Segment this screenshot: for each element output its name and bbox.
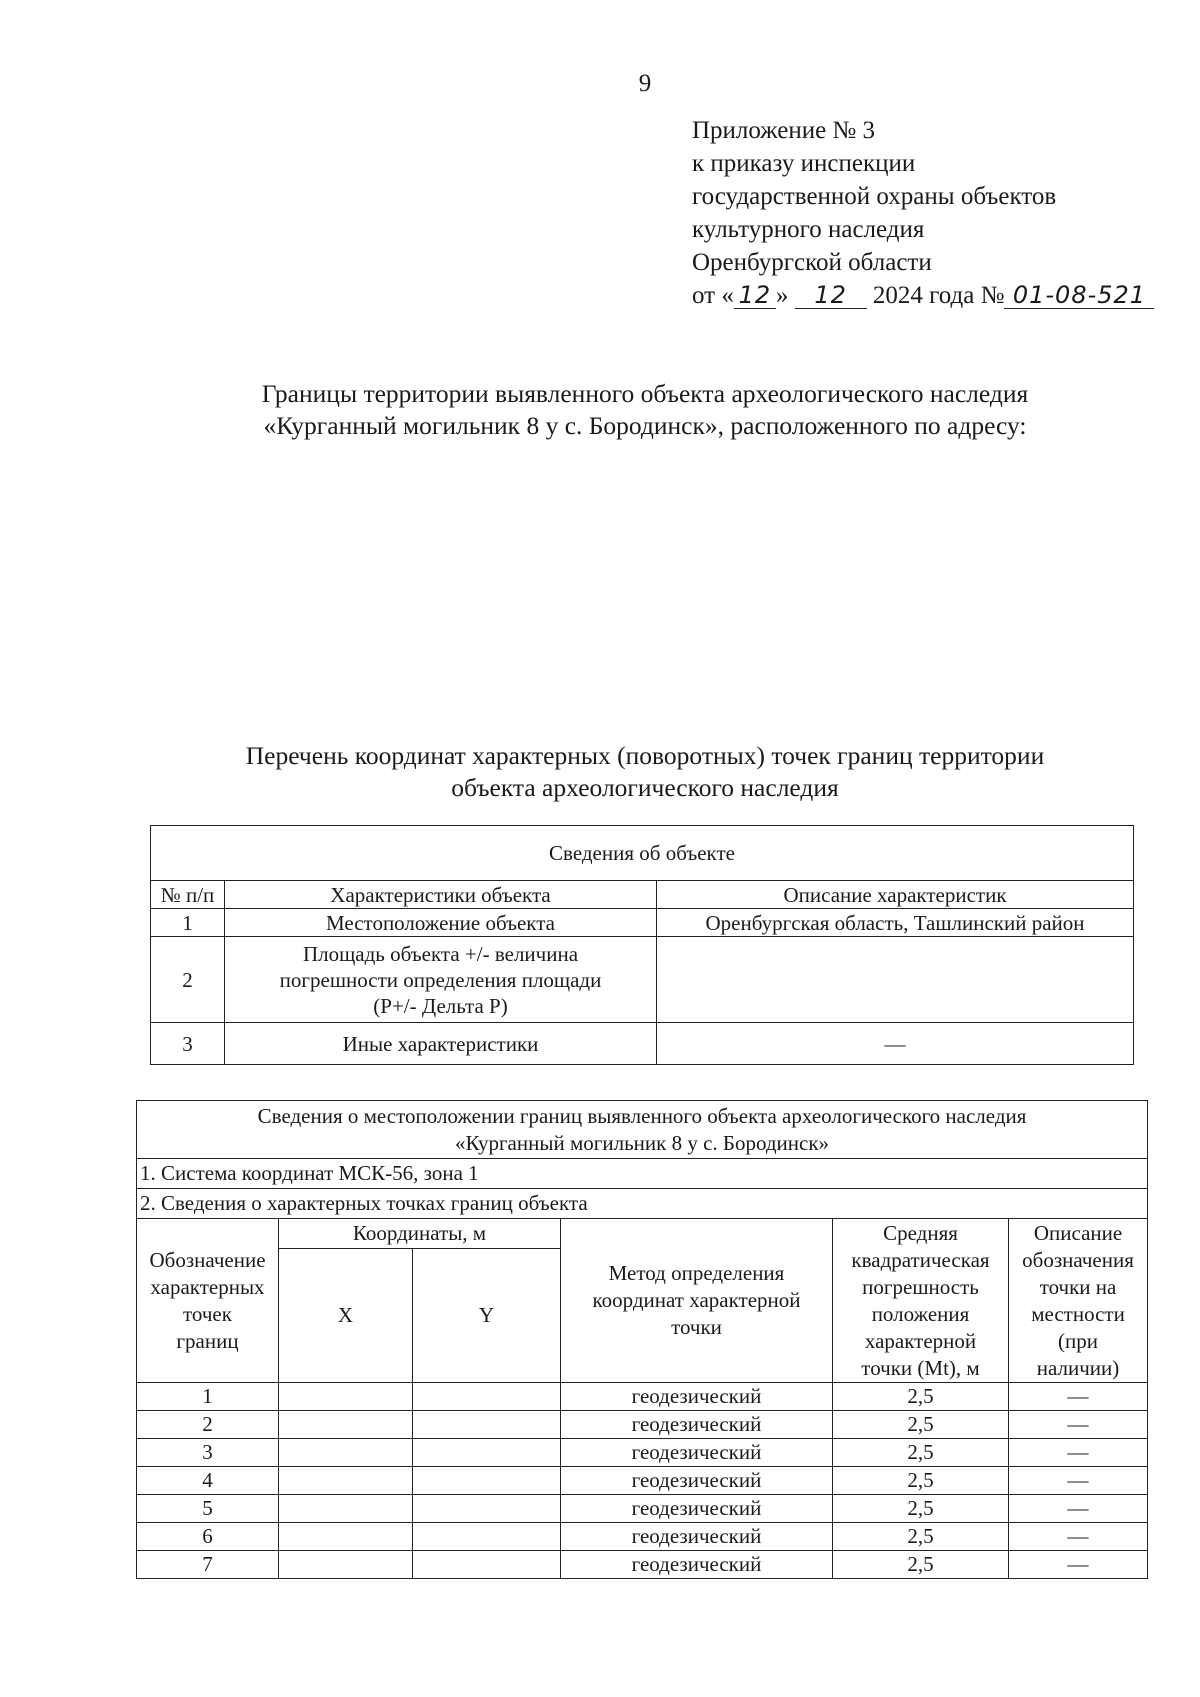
table-row <box>137 1523 1148 1551</box>
point-number: 4 <box>137 1467 279 1495</box>
appendix-line: Приложение № 3 <box>692 117 876 144</box>
year-text: 2024 года № <box>872 282 1005 309</box>
x-value <box>279 1467 413 1495</box>
error-value: 2,5 <box>833 1439 1009 1467</box>
point-number: 1 <box>137 1383 279 1411</box>
row-number: 2 <box>151 937 225 1023</box>
header-line: положения <box>871 1301 970 1326</box>
method-value: геодезический <box>561 1467 833 1495</box>
y-value <box>413 1551 561 1579</box>
header-line: точки на <box>1039 1274 1117 1299</box>
description-value: — <box>1009 1411 1148 1439</box>
header-line: Метод определения <box>608 1261 785 1285</box>
header-line: характерной <box>864 1328 977 1353</box>
header-line: Обозначение <box>149 1247 266 1272</box>
table-row <box>137 1383 1148 1411</box>
table-row <box>137 1439 1148 1467</box>
characteristic-value: Оренбургская область, Ташлинский район <box>657 909 1134 937</box>
y-value <box>413 1439 561 1467</box>
x-header: X <box>279 1249 413 1383</box>
header-line: границ <box>176 1328 239 1353</box>
x-value <box>279 1439 413 1467</box>
error-value: 2,5 <box>833 1523 1009 1551</box>
header-line: Средняя <box>883 1220 958 1245</box>
characteristic-name: Местоположение объекта <box>225 909 657 937</box>
error-value: 2,5 <box>833 1495 1009 1523</box>
description-value: — <box>1009 1551 1148 1579</box>
description-value: — <box>1009 1383 1148 1411</box>
date-close: » <box>775 282 789 309</box>
handwritten-month: 12 <box>795 282 867 309</box>
appendix-line: Оренбургской области <box>692 249 932 276</box>
point-number: 3 <box>137 1439 279 1467</box>
y-value <box>413 1467 561 1495</box>
error-header <box>833 1219 1009 1383</box>
description-value: — <box>1009 1467 1148 1495</box>
method-value: геодезический <box>561 1495 833 1523</box>
table-row <box>151 1023 1134 1065</box>
table-caption-row <box>137 1101 1148 1159</box>
page-number: 9 <box>638 70 652 97</box>
error-value: 2,5 <box>833 1411 1009 1439</box>
table-row <box>137 1159 1148 1189</box>
coordinate-system: 1. Система координат МСК-56, зона 1 <box>137 1159 1148 1189</box>
characteristic-value: — <box>657 1023 1134 1065</box>
row-number: 3 <box>151 1023 225 1065</box>
y-value <box>413 1383 561 1411</box>
object-info-table <box>150 825 1134 1065</box>
header-line: Описание <box>1033 1220 1123 1245</box>
method-value: геодезический <box>561 1551 833 1579</box>
appendix-line: государственной охраны объектов <box>692 183 1057 210</box>
error-value: 2,5 <box>833 1383 1009 1411</box>
header-line: точек <box>183 1301 232 1326</box>
handwritten-order-number: 01-08-521 <box>1004 282 1154 309</box>
date-prefix: от « <box>692 282 734 309</box>
description-value: — <box>1009 1439 1148 1467</box>
list-title-line: Перечень координат характерных (поворотных) точек границ территории <box>245 741 1045 770</box>
y-value <box>413 1495 561 1523</box>
table-row <box>137 1467 1148 1495</box>
header-line: (при <box>1058 1328 1099 1353</box>
appendix-line: к приказу инспекции <box>692 150 916 177</box>
y-value <box>413 1411 561 1439</box>
x-value <box>279 1383 413 1411</box>
header-cell: Характеристики объекта <box>225 881 657 909</box>
characteristic-name <box>225 937 657 1023</box>
header-line: точки (Mt), м <box>861 1355 980 1380</box>
header-line: точки <box>671 1315 722 1339</box>
characteristic-name: Иные характеристики <box>225 1023 657 1065</box>
header-line: обозначения <box>1022 1247 1134 1272</box>
x-value <box>279 1495 413 1523</box>
name-line: (P+/- Дельта P) <box>373 993 508 1018</box>
appendix-block <box>692 114 1154 312</box>
description-value: — <box>1009 1495 1148 1523</box>
object-table-caption: Сведения об объекте <box>151 826 1134 881</box>
description-value: — <box>1009 1523 1148 1551</box>
points-heading: 2. Сведения о характерных точках границ объекта <box>137 1189 1148 1219</box>
coordinates-header: Координаты, м <box>279 1219 561 1249</box>
point-number: 2 <box>137 1411 279 1439</box>
header-cell: Описание характеристик <box>657 881 1134 909</box>
order-date-line <box>692 279 1154 312</box>
name-line: Площадь объекта +/- величина <box>302 941 579 966</box>
header-cell: № п/п <box>151 881 225 909</box>
header-line: квадратическая <box>851 1247 990 1272</box>
x-value <box>279 1523 413 1551</box>
characteristic-value <box>657 937 1134 1023</box>
list-title-line: объекта археологического наследия <box>451 773 839 802</box>
header-line: координат характерной <box>592 1288 801 1312</box>
caption-line: «Курганный могильник 8 у с. Бородинск» <box>455 1130 830 1155</box>
caption-line: Сведения о местоположении границ выявленного объекта археологического наследия <box>257 1103 1027 1128</box>
y-value <box>413 1523 561 1551</box>
method-header <box>561 1219 833 1383</box>
handwritten-day: 12 <box>734 282 776 309</box>
description-header <box>1009 1219 1148 1383</box>
table-row <box>137 1411 1148 1439</box>
x-value <box>279 1411 413 1439</box>
header-line: наличии) <box>1036 1355 1120 1380</box>
error-value: 2,5 <box>833 1467 1009 1495</box>
table-row <box>151 937 1134 1023</box>
designation-header <box>137 1219 279 1383</box>
table-row <box>137 1495 1148 1523</box>
method-value: геодезический <box>561 1383 833 1411</box>
point-number: 6 <box>137 1523 279 1551</box>
method-value: геодезический <box>561 1523 833 1551</box>
point-number: 7 <box>137 1551 279 1579</box>
y-header: Y <box>413 1249 561 1383</box>
table-header-row <box>151 881 1134 909</box>
table-caption-row <box>151 826 1134 881</box>
method-value: геодезический <box>561 1439 833 1467</box>
title-line: «Курганный могильник 8 у с. Бородинск», расположенного по адресу: <box>263 411 1027 440</box>
boundary-location-table <box>136 1100 1148 1579</box>
table-row <box>151 909 1134 937</box>
table-header-row <box>137 1219 1148 1249</box>
document-title <box>120 378 1170 442</box>
method-value: геодезический <box>561 1411 833 1439</box>
x-value <box>279 1551 413 1579</box>
header-line: характерных <box>150 1274 265 1299</box>
location-table-caption <box>137 1101 1148 1159</box>
table-row <box>137 1189 1148 1219</box>
list-title <box>120 740 1170 804</box>
row-number: 1 <box>151 909 225 937</box>
name-line: погрешности определения площади <box>279 967 602 992</box>
table-row <box>137 1551 1148 1579</box>
header-line: местности <box>1031 1301 1125 1326</box>
title-line: Границы территории выявленного объекта археологического наследия <box>261 379 1029 408</box>
header-line: погрешность <box>862 1274 979 1299</box>
error-value: 2,5 <box>833 1551 1009 1579</box>
appendix-line: культурного наследия <box>692 216 925 243</box>
point-number: 5 <box>137 1495 279 1523</box>
